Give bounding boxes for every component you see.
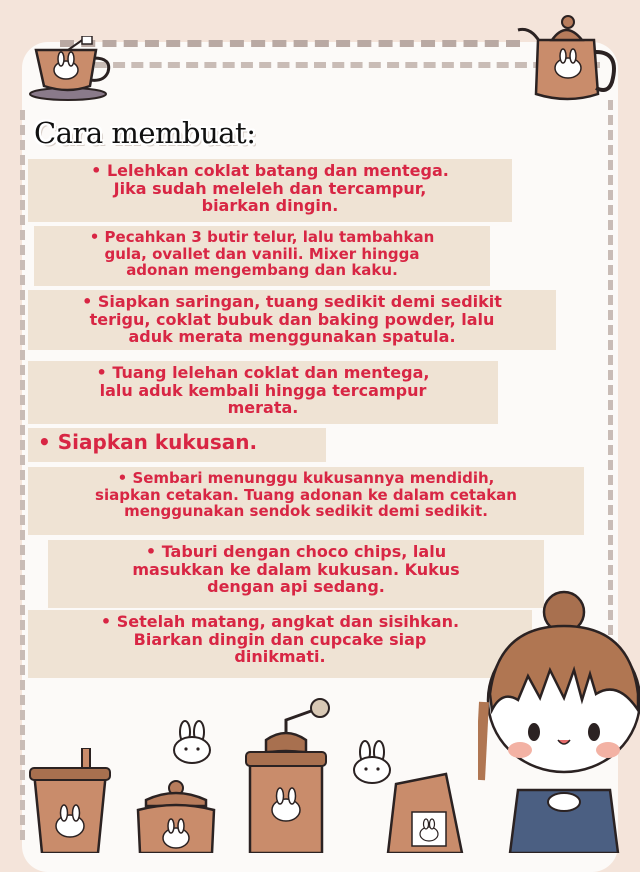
- coffee-bag-icon: [386, 770, 470, 853]
- coffee-cup-icon: [20, 748, 116, 853]
- page-title: Cara membuat:: [34, 116, 256, 150]
- step-7: • Taburi dengan choco chips, lalu masukkan ke dalam kukusan. Kukus dengan api sedang.: [48, 540, 544, 608]
- step-6: • Sembari menunggu kukusannya mendidih, siapkan cetakan. Tuang adonan ke dalam cetakan menggunakan sendok sedikit demi sedikit.: [28, 467, 584, 535]
- teacup-icon: [28, 36, 118, 102]
- bunny-icon: [170, 720, 214, 764]
- dashed-border-left: [20, 110, 25, 840]
- bunny-icon: [350, 740, 394, 784]
- step-3: • Siapkan saringan, tuang sedikit demi sedikit terigu, coklat bubuk dan baking powder, lalu aduk merata menggunakan spatula.: [28, 290, 556, 350]
- step-2: • Pecahkan 3 butir telur, lalu tambahkan gula, ovallet dan vanili. Mixer hingga adonan mengembang dan kaku.: [34, 226, 490, 286]
- coffee-grinder-icon: [236, 690, 336, 853]
- step-1: • Lelehkan coklat batang dan mentega. Jika sudah meleleh dan tercampur, biarkan dingin.: [28, 159, 512, 222]
- step-5: • Siapkan kukusan.: [28, 428, 326, 462]
- barista-girl-icon: [478, 590, 640, 853]
- teapot-icon: [512, 10, 624, 106]
- dashed-border-top: [60, 40, 520, 47]
- cookie-jar-icon: [128, 780, 224, 853]
- step-8: • Setelah matang, angkat dan sisihkan. Biarkan dingin dan cupcake siap dinikmati.: [28, 610, 532, 678]
- step-4: • Tuang lelehan coklat dan mentega, lalu aduk kembali hingga tercampur merata.: [28, 361, 498, 424]
